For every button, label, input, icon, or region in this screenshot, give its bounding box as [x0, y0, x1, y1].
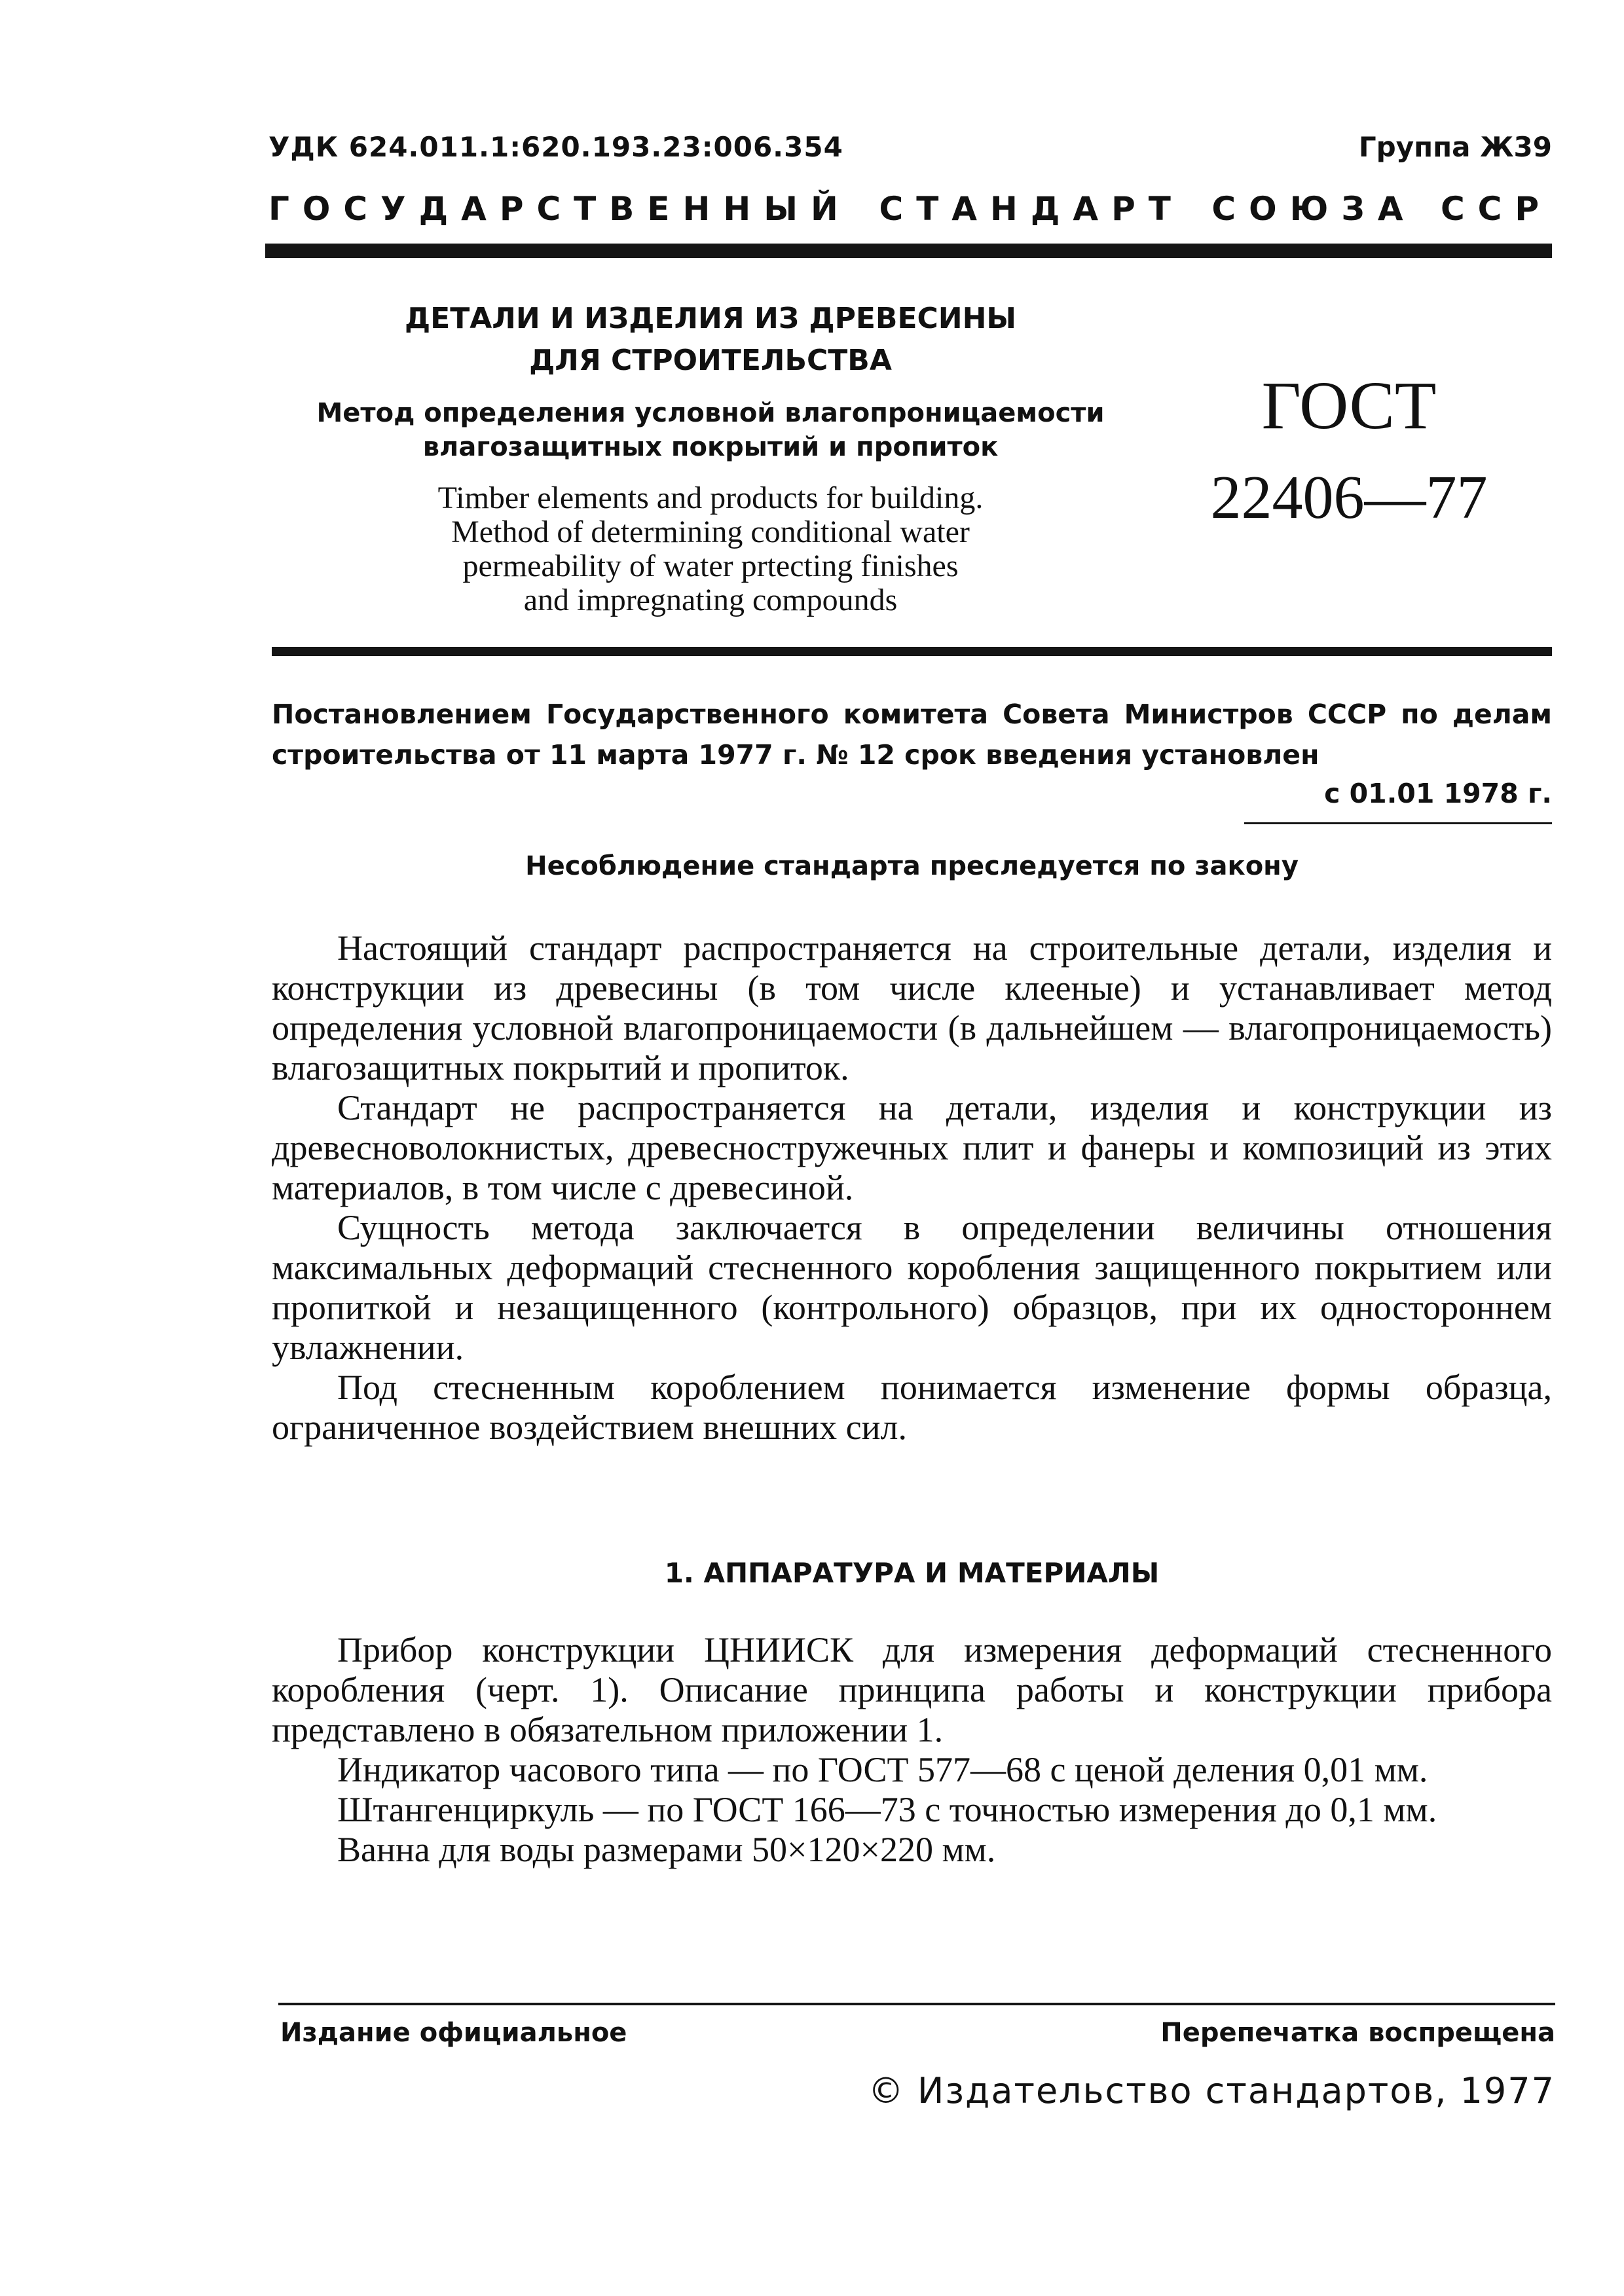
title-en-line: Method of determining conditional water: [451, 515, 970, 549]
official-edition-label: Издание официальное: [280, 2018, 627, 2048]
title-en: [275, 481, 1146, 617]
decree-text: Постановлением Государственного комитета Совета Министров СССР по делам строительства от 11 марта 1977 г. № 12 срок введения установлен: [272, 699, 1552, 771]
title-en-line: permeability of water prtecting finishes: [462, 549, 959, 583]
banner-word-2: СТАНДАРТ: [879, 190, 1184, 228]
body-paragraph: Стандарт не распространяется на детали, изделия и конструкции из древесноволокнистых, древесностружечных плит и фанеры и композиций из этих материалов, в том числе с древесиной.: [272, 1088, 1552, 1207]
publisher-copyright: © Издательство стандартов, 1977: [868, 2070, 1555, 2111]
body-paragraph: Настоящий стандарт распространяется на строительные детали, изделия и конструкции из древесины (в том числе клееные) и устанавливает метод определения условной влагопроницаемости (в дальнейшем — влагопроницаемость) влагозащитных покрытий и пропиток.: [272, 928, 1552, 1087]
udk-code: УДК 624.011.1:620.193.23:006.354: [268, 131, 843, 163]
body-text: [272, 928, 1552, 1448]
equipment-paragraph: Прибор конструкции ЦНИИСК для измерения деформаций стесненного коробления (черт. 1). Описание принципа работы и конструкции прибора представлено в обязательном приложении 1.: [272, 1630, 1552, 1749]
title-block: [275, 298, 1146, 617]
middle-divider: [272, 647, 1552, 656]
section-heading: 1. АППАРАТУРА И МАТЕРИАЛЫ: [664, 1557, 1160, 1589]
body-paragraph: Сущность метода заключается в определении величины отношения максимальных деформаций стесненного коробления защищенного покрытием или пропиткой и незащищенного (контрольного) образцов, при их одностороннем увлажнении.: [272, 1208, 1552, 1367]
banner-word-1: ГОСУДАРСТВЕННЫЙ: [268, 190, 851, 228]
title-ru-line: ДЛЯ СТРОИТЕЛЬСТВА: [529, 344, 892, 377]
gost-designation: [1166, 367, 1532, 537]
law-notice: Несоблюдение стандарта преследуется по закону: [525, 851, 1299, 881]
title-en-line: and impregnating compounds: [523, 583, 898, 617]
state-standard-banner: [268, 190, 1552, 236]
equipment-paragraph: Ванна для воды размерами 50×120×220 мм.: [337, 1830, 996, 1869]
equipment-paragraph: Штангенциркуль — по ГОСТ 166—73 с точностью измерения до 0,1 мм.: [337, 1790, 1437, 1829]
body-paragraph: Под стесненным короблением понимается изменение формы образца, ограниченное воздействием внешних сил.: [272, 1368, 1552, 1447]
footer-divider: [278, 2003, 1555, 2005]
banner-word-3: СОЮЗА ССР: [1211, 190, 1552, 228]
top-divider: [265, 244, 1552, 258]
subtitle-ru-line: влагозащитных покрытий и пропиток: [422, 432, 999, 462]
group-code: Группа Ж39: [1358, 131, 1552, 163]
title-en-line: Timber elements and products for building.: [437, 481, 984, 515]
equipment-paragraph: Индикатор часового типа — по ГОСТ 577—68 с ценой деления 0,01 мм.: [337, 1750, 1428, 1789]
subtitle-ru: [275, 396, 1146, 464]
gost-number: 22406—77: [1210, 464, 1488, 532]
reprint-prohibited-label: Перепечатка воспрещена: [1160, 2018, 1555, 2048]
title-ru-line: ДЕТАЛИ И ИЗДЕЛИЯ ИЗ ДРЕВЕСИНЫ: [404, 302, 1017, 335]
gost-label: ГОСТ: [1261, 368, 1437, 443]
effective-date-underline: [1244, 822, 1552, 824]
effective-date: с 01.01 1978 г.: [1324, 778, 1552, 809]
title-ru: [275, 298, 1146, 382]
equipment-list: [272, 1630, 1552, 1870]
subtitle-ru-line: Метод определения условной влагопроницаемости: [316, 398, 1105, 428]
